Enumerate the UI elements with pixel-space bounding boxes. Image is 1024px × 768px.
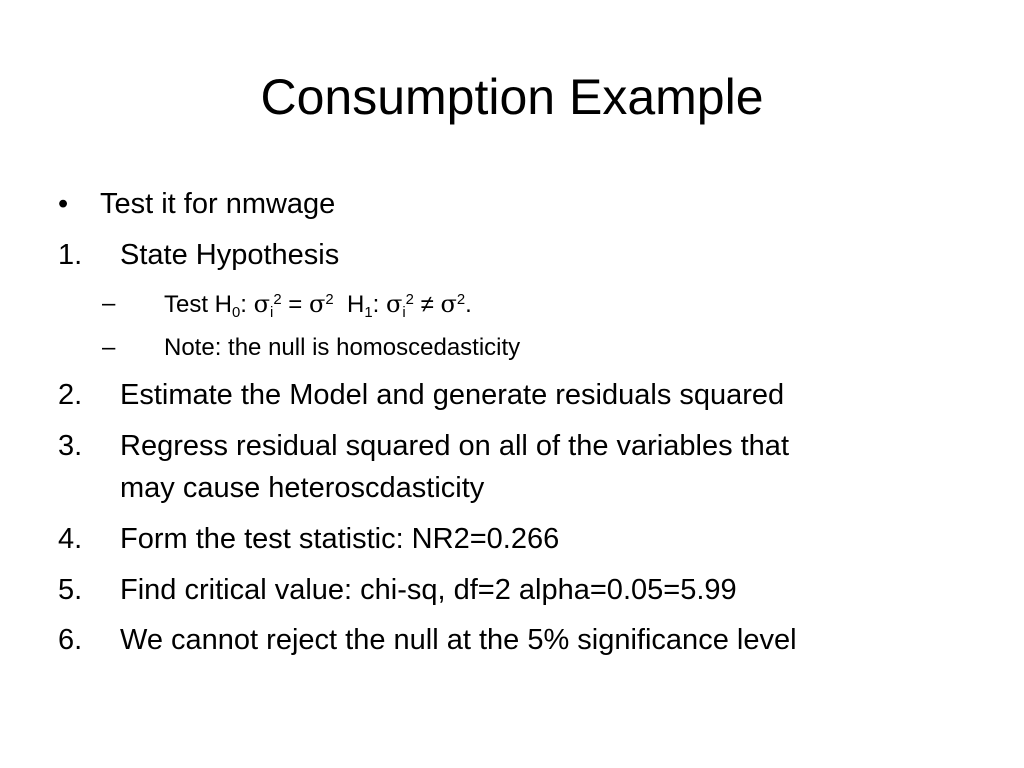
sigma-symbol: σ — [440, 290, 457, 318]
sigma-symbol: σ — [385, 290, 403, 318]
list-text-3-line1: Regress residual squared on all of the variables that — [120, 430, 789, 462]
list-text-4: Form the test statistic: NR2=0.266 — [120, 523, 560, 555]
list-item-5 — [58, 572, 958, 608]
not-equal-symbol: ≠ — [420, 291, 434, 318]
list-number-1: 1. — [58, 239, 83, 271]
list-number-2: 2. — [58, 379, 83, 411]
bullet-marker: • — [58, 188, 69, 220]
h1-label: H — [347, 291, 365, 318]
h0-subscript: 0 — [232, 305, 241, 322]
hypothesis-formula: Test $H_0$: $\sigma_i^2 = \sigma^2$ $H_1$: $\sigma_i^2 \ne \sigma^2$. — [164, 290, 472, 322]
list-item-4 — [58, 521, 958, 557]
slide-title: Consumption Example — [260, 69, 764, 125]
list-item-3 — [58, 428, 958, 508]
list-text-3-line2: may cause heteroscdasticity — [120, 472, 485, 504]
list-text-6: We cannot reject the null at the 5% significance level — [120, 624, 797, 656]
sub-item-hypothesis — [102, 286, 902, 320]
bullet-item — [58, 186, 958, 222]
sigma-symbol: σ — [253, 290, 271, 318]
sub-item-note — [102, 330, 902, 364]
list-text-2: Estimate the Model and generate residuals squared — [120, 379, 785, 411]
list-item-6 — [58, 622, 978, 658]
sigma-symbol: σ — [308, 290, 326, 318]
list-item-2 — [58, 377, 958, 413]
sub-marker-2: – — [102, 334, 116, 361]
bullet-text: Test it for nmwage — [100, 188, 336, 220]
h1-subscript: 1 — [364, 305, 373, 322]
test-label: Test H — [164, 291, 233, 318]
list-text-1: State Hypothesis — [120, 239, 340, 271]
note-text: Note: the null is homoscedasticity — [164, 334, 521, 361]
list-text-5: Find critical value: chi-sq, df=2 alpha=0.05=5.99 — [120, 574, 737, 606]
list-number-3: 3. — [58, 430, 83, 462]
list-number-6: 6. — [58, 624, 83, 656]
sub-marker-1: – — [102, 290, 116, 317]
list-number-4: 4. — [58, 523, 83, 555]
list-item-1 — [58, 237, 958, 273]
list-number-5: 5. — [58, 574, 83, 606]
